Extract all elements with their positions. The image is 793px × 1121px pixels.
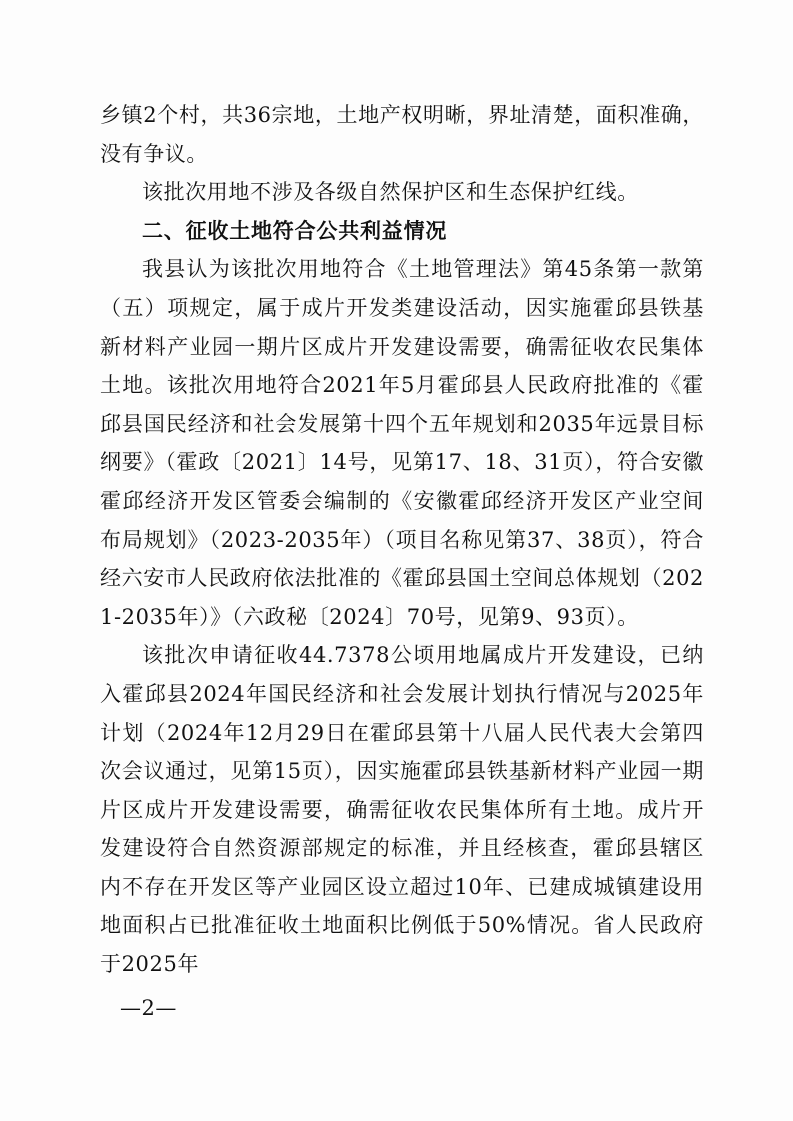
paragraph-3: 我县认为该批次用地符合《土地管理法》第45条第一款第（五）项规定，属于成片开发类建设活动，因实施霍邱县铁基新材料产业园一期片区成片开发建设需要，确需征收农民集体土地。该批次用地符合2021年5月霍邱县人民政府批准的《霍邱县国民经济和社会发展第十四个五年规划和2035年远景目标纲要》（霍政〔2021〕14号，见第17、18、31页），符合安徽霍邱经济开发区管委会编制的《安徽霍邱经济开发区产业空间布局规划》（2023-2035年）（项目名称见第37、38页），符合经六安市人民政府依法批准的《霍邱县国土空间总体规划（2021-2035年）》（六政秘〔2024〕70号，见第9、93页）。 (100, 257, 704, 629)
paragraph-1: 乡镇2个村，共36宗地，土地产权明晰，界址清楚，面积准确，没有争议。 (100, 103, 704, 166)
section-heading: 二、征收土地符合公共利益情况 (142, 218, 448, 243)
page-number: —2— (120, 996, 177, 1020)
document-body (100, 96, 704, 984)
paragraph-2: 该批次用地不涉及各级自然保护区和生态保护红线。 (142, 180, 639, 205)
paragraph-4: 该批次申请征收44.7378公顷用地属成片开发建设，已纳入霍邱县2024年国民经济和社会发展计划执行情况与2025年计划（2024年12月29日在霍邱县第十八届人民代表大会第四次会议通过，见第15页），因实施霍邱县铁基新材料产业园一期片区成片开发建设需要，确需征收农民集体所有土地。成片开发建设符合自然资源部规定的标准，并且经核查，霍邱县辖区内不存在开发区等产业园区设立超过10年、已建成城镇建设用地面积占已批准征收土地面积比例低于50%情况。省人民政府于2025年 (100, 643, 704, 977)
